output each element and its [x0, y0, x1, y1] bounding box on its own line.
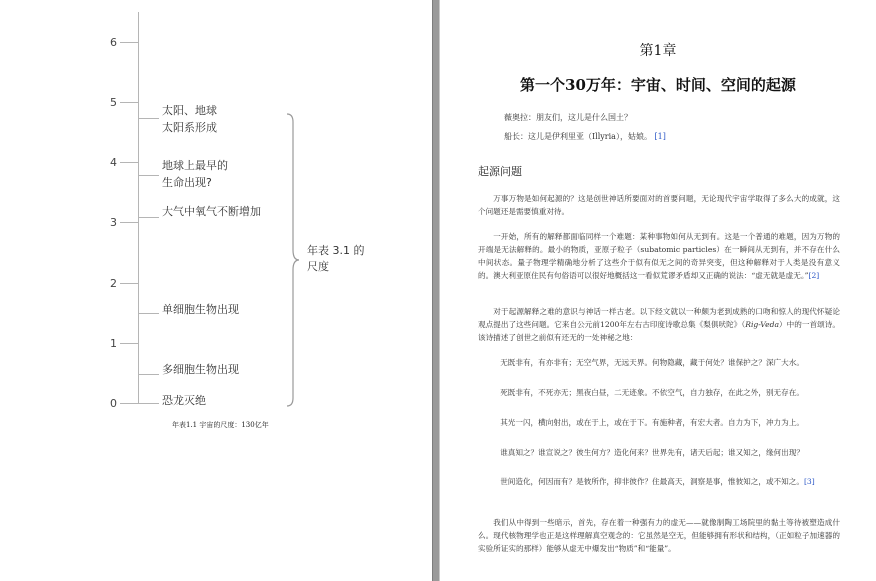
- left-page-timeline: [0, 0, 432, 581]
- axis-tick: [120, 162, 138, 163]
- axis-tick-label: 3: [110, 216, 117, 229]
- paragraph-text: ）中的一首颂诗。该诗描述了创世之前似有还无的一处神秘之地：: [478, 320, 841, 342]
- page-divider: [432, 0, 440, 581]
- axis-tick: [120, 283, 138, 284]
- chapter-title: 第一个30万年：宇宙、时间、空间的起源: [520, 76, 796, 94]
- axis-tick: [120, 403, 138, 404]
- timeline-event-solar-system: 太阳、地球 太阳系形成: [162, 104, 217, 134]
- quote-stanza: 无既非有，有亦非有；无空气界，无远天界。何物隐藏，藏于何处？谁保护之？深广大水。: [500, 358, 804, 367]
- event-marker: [139, 403, 159, 404]
- figure-caption: 年表1.1 宇宙的尺度：130亿年: [172, 421, 269, 429]
- quote-text: 世间造化，何因而有？是彼所作，抑非彼作？住最高天，洞察是事，惟彼知之，或不知之。: [500, 477, 804, 486]
- timeline-axis: [138, 12, 139, 404]
- paragraph-emphasis: Rig-Veda: [745, 320, 779, 329]
- brace-icon: [284, 112, 302, 408]
- footnote-link[interactable]: [2]: [808, 271, 820, 280]
- axis-tick-label: 6: [110, 36, 117, 49]
- event-marker: [139, 175, 159, 176]
- quote-stanza: 其光一闪，横向射出，或在于上，或在于下。有施种者，有宏大者。自力为下，冲力为上。: [500, 418, 804, 427]
- footnote-link[interactable]: [3]: [803, 477, 815, 486]
- quote-stanza: 谁真知之？谁宣说之？彼生何方？造化何来？世界先有，诸天后起；谁又知之，缘何出现？: [500, 448, 804, 457]
- paragraph: [478, 230, 840, 282]
- axis-tick-label: 5: [110, 96, 117, 109]
- axis-tick-label: 0: [110, 397, 117, 410]
- chapter-number: 第1章: [639, 43, 677, 59]
- event-marker: [139, 313, 159, 314]
- brace-label: 年表 3.1 的 尺度: [307, 244, 365, 273]
- paragraph: [478, 305, 840, 344]
- section-heading: 起源问题: [478, 165, 522, 178]
- timeline-event-multi-cell: 多细胞生物出现: [162, 363, 239, 376]
- axis-tick: [120, 222, 138, 223]
- timeline-event-oxygen: 大气中氧气不断增加: [162, 205, 261, 218]
- axis-tick-label: 2: [110, 277, 117, 290]
- quote-stanza: 死既非有，不死亦无；黑夜白昼，二无迹象。不依空气，自力独存，在此之外，别无存在。: [500, 388, 804, 397]
- event-marker: [139, 374, 159, 375]
- timeline-event-single-cell: 单细胞生物出现: [162, 303, 239, 316]
- epigraph-line: [504, 131, 666, 142]
- axis-tick: [120, 42, 138, 43]
- paragraph: 万事万物是如何起源的？这是创世神话所要面对的首要问题，无论现代宇宙学取得了多么大的成就，这个问题还是需要慎重对待。: [478, 194, 840, 216]
- quote-stanza: [485, 475, 832, 488]
- epigraph-line: 薇奥拉：朋友们，这儿是什么国土？: [504, 113, 632, 122]
- right-page-text: [440, 0, 876, 581]
- axis-tick: [120, 343, 138, 344]
- epigraph-text: 船长：这儿是伊利里亚（Illyria），姑娘。: [504, 132, 652, 141]
- event-marker: [139, 217, 159, 218]
- axis-tick-label: 4: [110, 156, 117, 169]
- axis-tick: [120, 102, 138, 103]
- timeline-event-dinosaur-extinction: 恐龙灭绝: [162, 394, 206, 407]
- paragraph-text: 一开始，所有的解释都面临同样一个难题：某种事物如何从无到有。这是一个普通的难题，因为万物的开端是无法解释的。最小的物质，亚原子粒子（subatomic particles）在一瞬间从无到有，并不存在什么中间状态。量子物理学精确地分析了这些介于似有似无之间的奇异突变，但这种解释对于人类是没有意义的。澳大利亚原住民有句俗语可以很好地概括这一看似荒谬矛盾却又正确的说法：“虚无就是虚无。”: [478, 232, 840, 280]
- paragraph: 我们从中得到一些暗示，首先，存在着一种强有力的虚无——就像制陶工场院里的黏土等待被塑造成什么。现代核物理学也正是这样理解真空观念的：它虽然是空无，但能够拥有形状和结构，（正如粒子加速器的实验所证实的那样）能够从虚无中爆发出“物质”和“能量”。: [478, 518, 840, 553]
- axis-tick-label: 1: [110, 337, 117, 350]
- footnote-link[interactable]: [1]: [654, 132, 666, 141]
- timeline-event-first-life: 地球上最早的 生命出现?: [162, 159, 228, 189]
- paragraph-text: 对于起源解释之难的意识与神话一样古老。以下经文就以一种颇为老到成熟的口吻和惊人的现代怀疑论观点提出了这些问题。它来自公元前1200年左右古印度诗歌总集《梨俱吠陀》（: [478, 307, 840, 329]
- event-marker: [139, 118, 159, 119]
